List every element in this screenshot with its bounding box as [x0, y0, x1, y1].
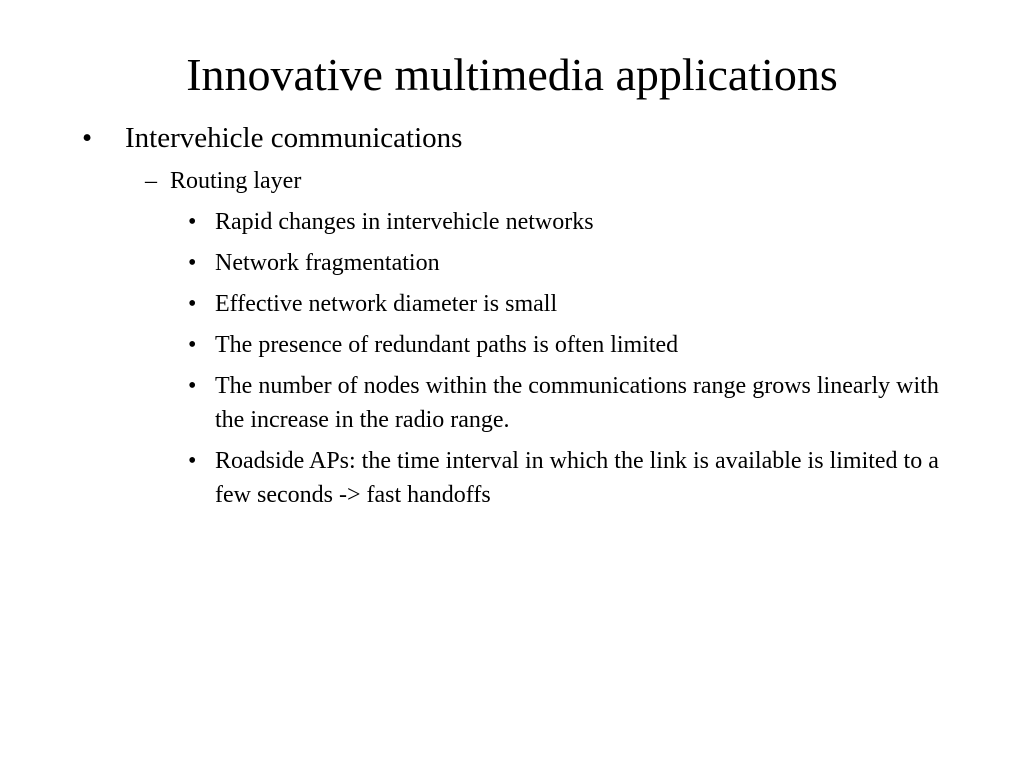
bullet-dot-icon: •: [188, 250, 197, 276]
bullet-dot-icon: •: [188, 448, 197, 474]
bullet-dot-icon: •: [188, 291, 197, 317]
list-item: [188, 205, 968, 239]
list-item-text: Network fragmentation: [215, 250, 440, 276]
list-item-text: Effective network diameter is small: [215, 291, 558, 317]
list-item: [188, 369, 968, 437]
bullet-level2-text: Routing layer: [170, 168, 302, 194]
list-item-text: The presence of redundant paths is often limited: [215, 332, 679, 358]
slide-title: Innovative multimedia applications: [186, 49, 838, 100]
list-item-text: The number of nodes within the communications range grows linearly with the increase in the radio range.: [215, 373, 939, 433]
bullet-level3-list: [188, 205, 968, 519]
list-item: [188, 444, 968, 512]
list-item-text: Rapid changes in intervehicle networks: [215, 209, 594, 235]
bullet-dot-icon: •: [188, 332, 197, 358]
list-item: [188, 287, 968, 321]
bullet-dot-icon: •: [188, 373, 197, 399]
bullet-dot-icon: •: [188, 209, 197, 235]
bullet-dot-icon: •: [82, 122, 93, 154]
list-item: [188, 246, 968, 280]
list-item: [188, 328, 968, 362]
list-item-text: Roadside APs: the time interval in which the link is available is limited to a few seconds -> fast handoffs: [215, 448, 939, 508]
bullet-dash-icon: –: [145, 168, 157, 194]
bullet-level1-text: Intervehicle communications: [125, 122, 463, 154]
